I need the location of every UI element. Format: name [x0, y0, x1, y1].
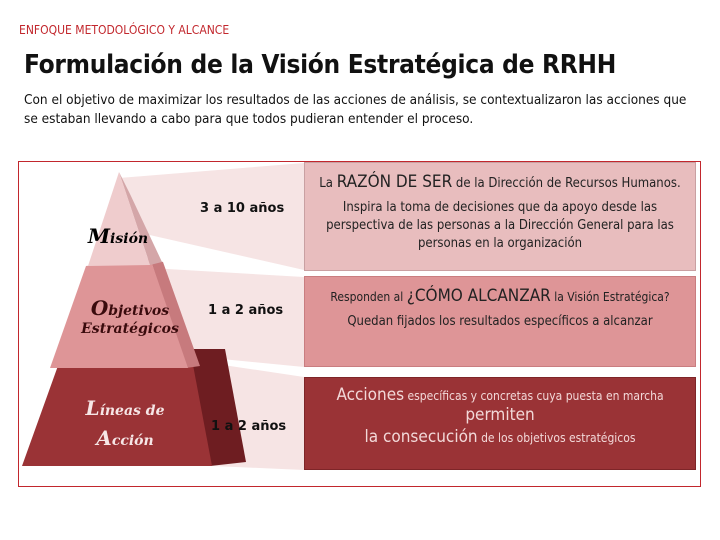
page-title: Formulación de la Visión Estratégica de RRHH [24, 50, 616, 80]
duration-mision: 3 a 10 años [200, 201, 285, 216]
description-box-lineas: Acciones específicas y concretas cuya puesta en marcha permiten la consecución de los objetivos estratégicos [304, 377, 696, 470]
tier-label-objetivos: Objetivos Estratégicos [81, 296, 179, 337]
duration-lineas: 1 a 2 años [211, 419, 287, 434]
tier-label-lineas: Líneas de Acción [85, 396, 165, 450]
section-tag: ENFOQUE METODOLÓGICO Y ALCANCE [19, 23, 230, 37]
page-subtitle: Con el objetivo de maximizar los resultados de las acciones de análisis, se contextualizaron las acciones que se estaban llevando a cabo para que todos pudieran entender el proceso. [24, 92, 687, 127]
description-box-mision: La RAZÓN DE SER de la Dirección de Recursos Humanos. Inspira la toma de decisiones que da apoyo desde las perspectiva de las personas a la Dirección General para las personas en la organización [304, 162, 696, 271]
duration-objetivos: 1 a 2 años [208, 303, 284, 318]
description-box-objetivos: Responden al ¿CÓMO ALCANZAR la Visión Estratégica? Quedan fijados los resultados específicos a alcanzar [304, 276, 696, 367]
tier-label-mision: Misión [87, 224, 149, 248]
